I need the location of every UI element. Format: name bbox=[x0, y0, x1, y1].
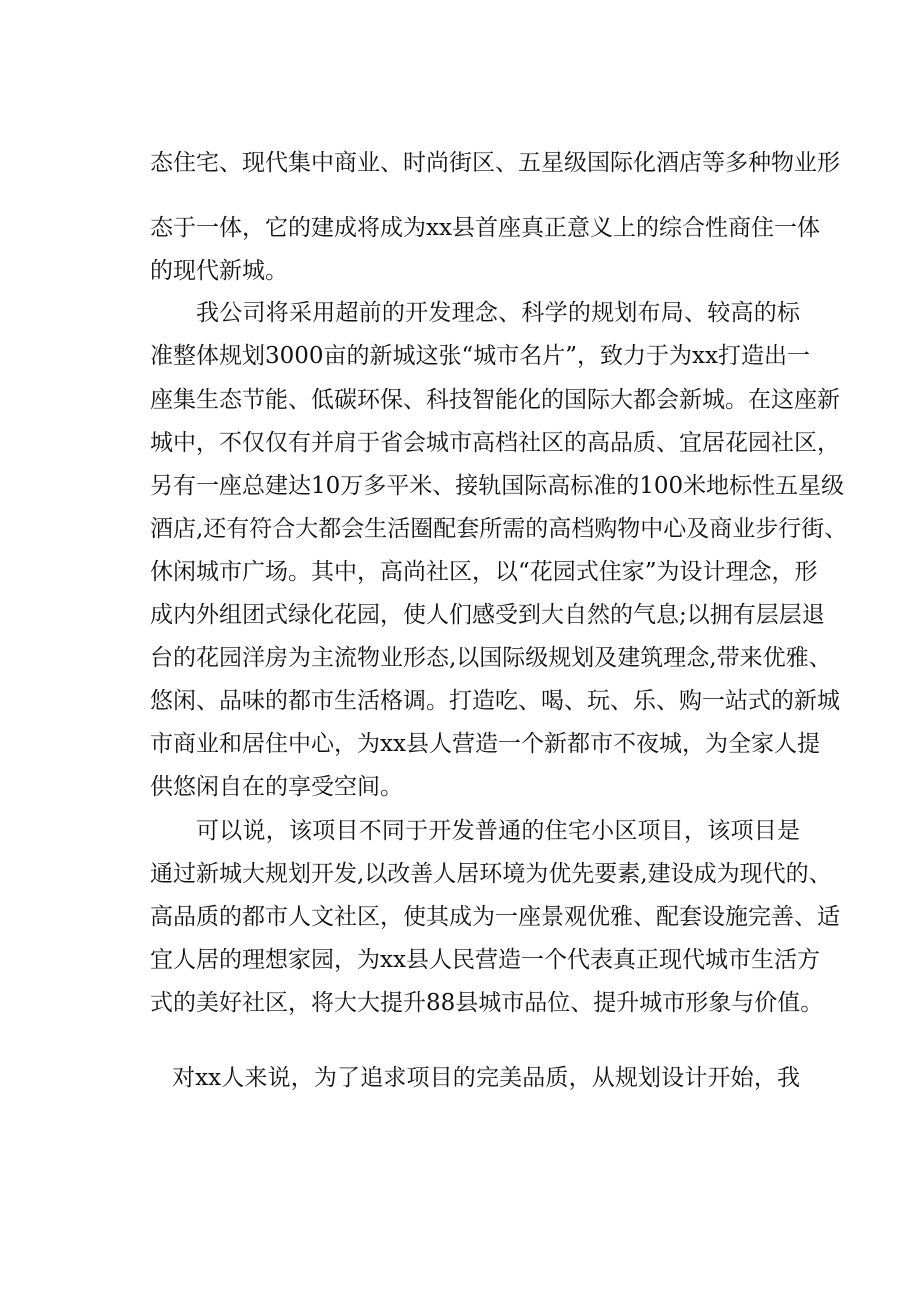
text-line: 宜人居的理想家园，为xx县人民营造一个代表真正现代城市生活方 bbox=[150, 947, 820, 973]
text-line: 台的花园洋房为主流物业形态,以国际级规划及建筑理念,带来优雅、 bbox=[150, 645, 832, 671]
text-line: 的现代新城。 bbox=[150, 258, 288, 284]
text-line: 准整体规划3000亩的新城这张“城市名片”，致力于为xx打造出一 bbox=[150, 343, 810, 369]
text-line: 态住宅、现代集中商业、时尚街区、五星级国际化酒店等多种物业形 bbox=[150, 150, 840, 176]
text-line: 态于一体，它的建成将成为xx县首座真正意义上的综合性商住一体 bbox=[150, 215, 820, 241]
text-line: 成内外组团式绿化花园，使人们感受到大自然的气息;以拥有层层退 bbox=[150, 602, 825, 628]
text-line: 市商业和居住中心，为xx县人营造一个新都市不夜城，为全家人提 bbox=[150, 731, 820, 757]
text-line: 高品质的都市人文社区，使其成为一座景观优雅、配套设施完善、适 bbox=[150, 904, 840, 930]
text-line: 供悠闲自在的享受空间。 bbox=[150, 774, 403, 800]
text-line: 座集生态节能、低碳环保、科技智能化的国际大都会新城。在这座新 bbox=[150, 387, 840, 413]
text-line: 可以说，该项目不同于开发普通的住宅小区项目，该项目是 bbox=[196, 818, 800, 844]
text-line: 对xx人来说，为了追求项目的完美品质，从规划设计开始，我 bbox=[172, 1065, 800, 1091]
text-line: 通过新城大规划开发,以改善人居环境为优先要素,建设成为现代的、 bbox=[150, 861, 832, 887]
text-line: 我公司将采用超前的开发理念、科学的规划布局、较高的标 bbox=[196, 300, 800, 326]
text-line: 式的美好社区，将大大提升88县城市品位、提升城市形象与价值。 bbox=[150, 990, 824, 1016]
text-line: 酒店,还有符合大都会生活圈配套所需的高档购物中心及商业步行街、 bbox=[150, 516, 848, 542]
text-line: 休闲城市广场。其中，高尚社区，以“花园式住家”为设计理念，形 bbox=[150, 559, 818, 585]
text-line: 另有一座总建达10万多平米、接轨国际高标准的100米地标性五星级 bbox=[150, 473, 845, 499]
text-line: 悠闲、品味的都市生活格调。打造吃、喝、玩、乐、购一站式的新城 bbox=[150, 688, 840, 714]
text-line: 城中，不仅仅有并肩于省会城市高档社区的高品质、宜居花园社区， bbox=[150, 430, 840, 456]
